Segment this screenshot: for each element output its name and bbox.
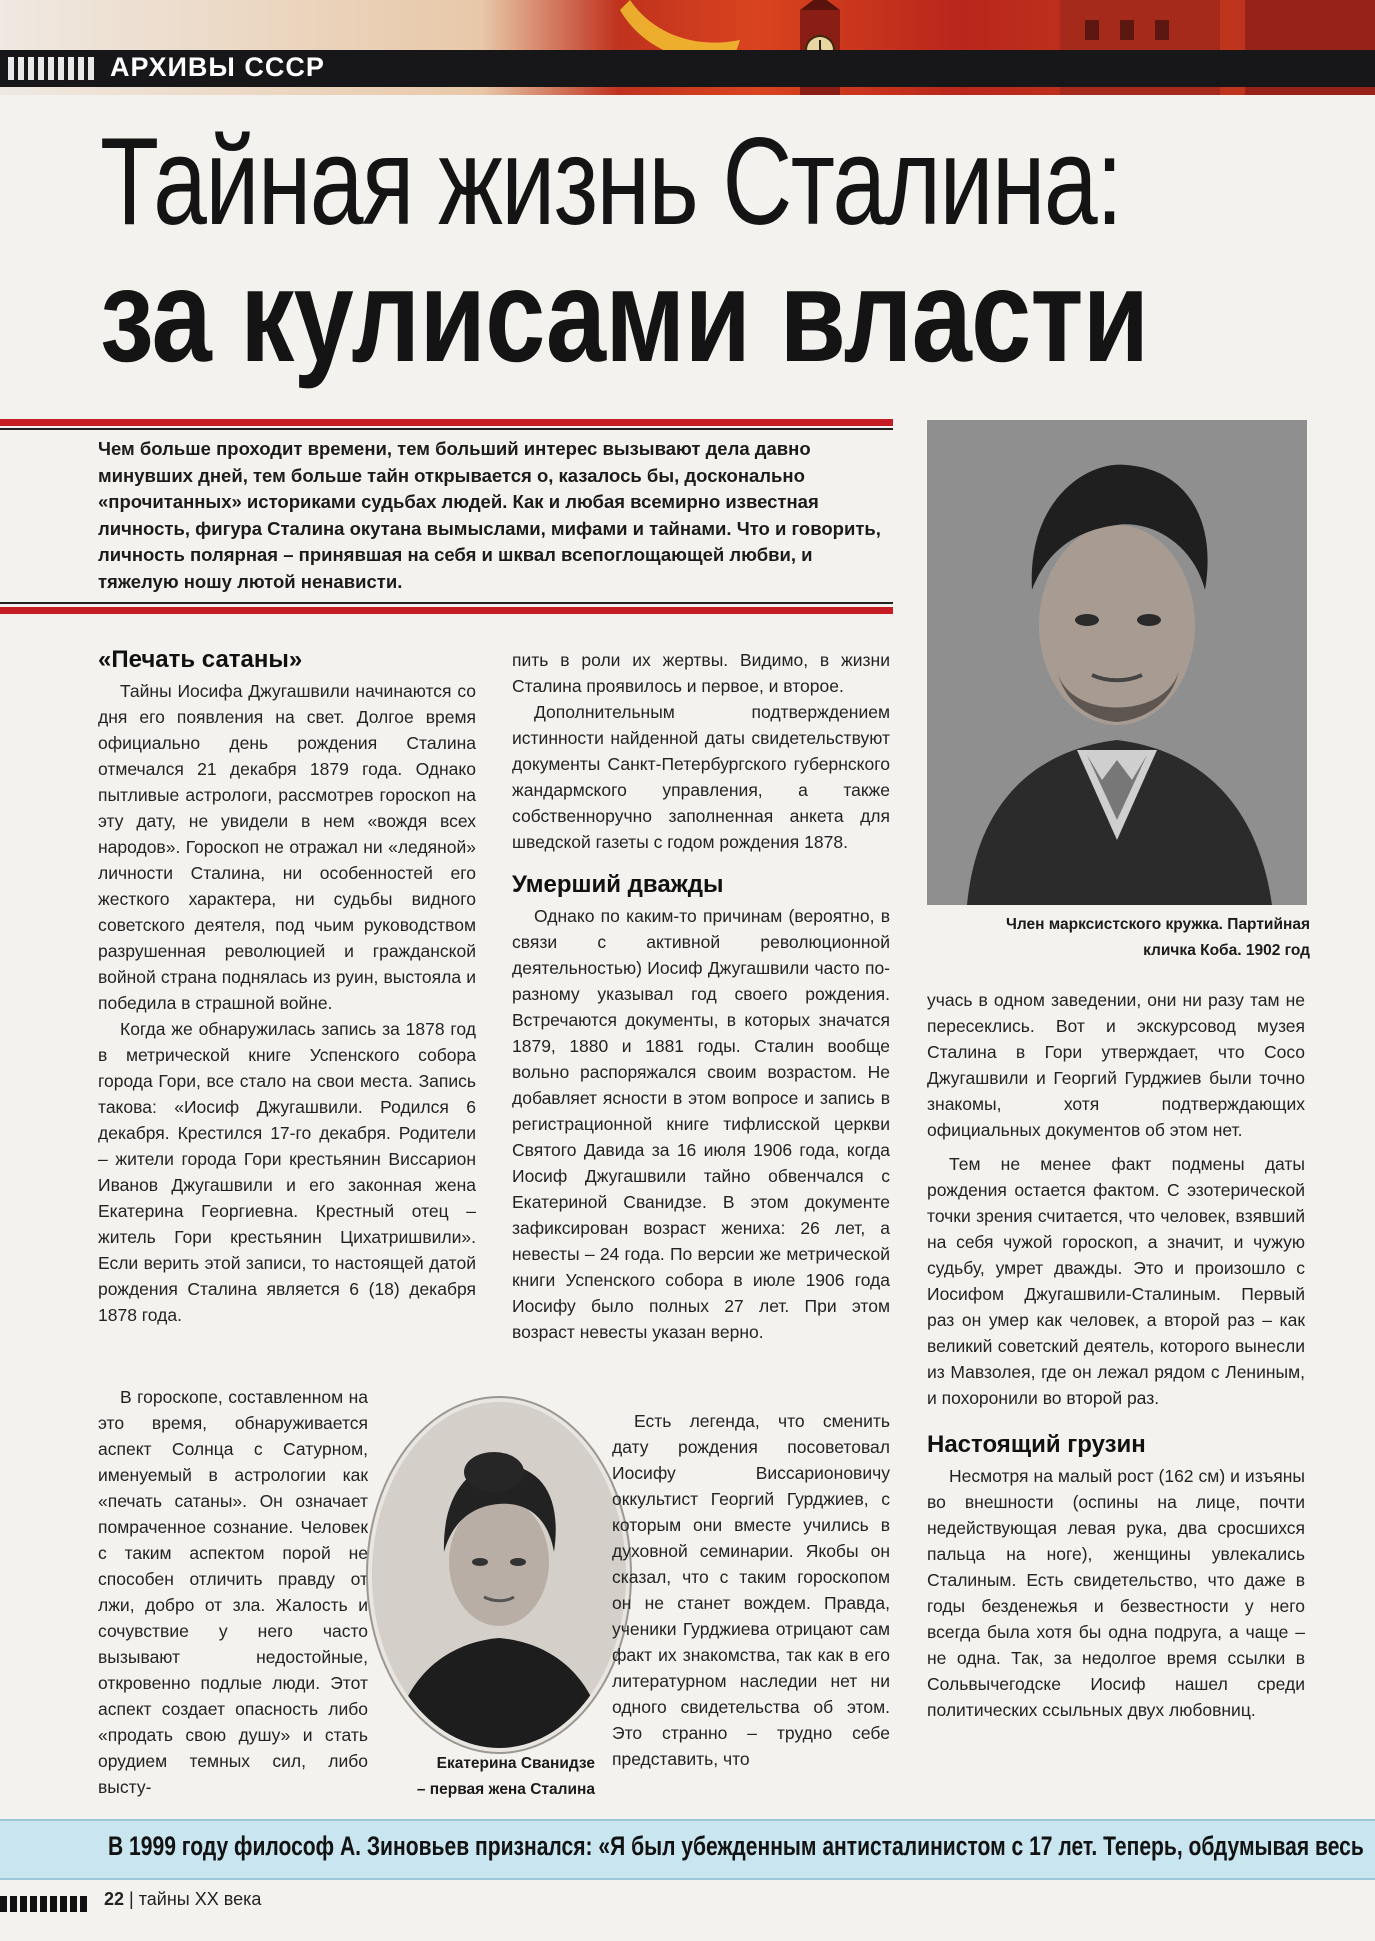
col2-paragraph-1: пить в роли их жертвы. Видимо, в жизни Сталина проявилось и первое, и второе. <box>512 650 890 696</box>
page-number: 22 <box>104 1889 125 1909</box>
portrait-silhouette <box>927 420 1307 905</box>
top-banner <box>0 0 1375 95</box>
column-3 <box>927 987 1305 1723</box>
lead-paragraph: Чем больше проходит времени, тем больший интерес вызывают дела давно минувших дней, тем больше тайн открывается о, казалось бы, досконально «прочитанных» историками судьбах людей. Как и любая всемирно известная личность, фигура Сталина окутана вымыслами, мифами и тайнами. Что и говорить, личность полярная – принявшая на себя и шквал всепоглощающей любви, и тяжелую ношу лютой ненависти. <box>98 438 881 592</box>
headline <box>100 112 1340 389</box>
page-footer <box>104 1889 261 1910</box>
oval-portrait <box>372 1402 626 1748</box>
column-2 <box>512 647 890 1345</box>
magazine-name: тайны ХХ века <box>138 1889 262 1909</box>
section-bar-stripes <box>8 57 94 80</box>
section-bar <box>0 50 1375 87</box>
col1-paragraph-3: В гороскопе, составленном на это время, обнаруживается аспект Солнца с Сатурном, именуемый в астрологии как «печать сатаны». Он означает помраченное сознание. Человек с таким аспектом порой не способен отличить правду от лжи, добро от зла. Жалость и сочувствие у него часто вызывают недостойные, откровенно подлые люди. Этот аспект создает опасность либо «продать свою душу» и стать орудием темных сил, либо высту- <box>98 1387 368 1797</box>
col1-paragraph-1: Тайны Иосифа Джугашвили начинаются со дня его появления на свет. Долгое время официально день рождения Сталина отмечался 21 декабря 1879 года. Однако пытливые астрологи, рассмотрев гороскоп на эту дату, не увидели в нем «вождя всех народов». Гороскоп не отражал ни «ледяной» личности Сталина, ни особенностей его жесткого характера, ни судьбы видного советского деятеля, под чьим руководством разрушенная революцией и гражданской войной страна поднялась из руин, выстояла и победила в страшной войне. <box>98 681 476 1013</box>
caption-koba-line-1: Член марксистского кружка. Партийная <box>1005 916 1310 933</box>
column-1-wrap <box>98 1384 368 1800</box>
col2-paragraph-3: Однако по каким-то причинам (вероятно, в связи с активной революционной деятельностью) Иосиф Джугашвили часто по-разному указывал год своего рождения. Встречаются документы, в которых значатся 1879, 1880 и 1881 годы. Сталин вообще вольно распоряжался своим возрастом. Не добавляет ясности в этом вопросе и запись в регистрационной книге тифлисской церкви Святого Давида за 16 июля 1906 года, когда Иосиф Джугашвили тайно обвенчался с Екатериной Сванидзе. В этом документе зафиксирован возраст жениха: 26 лет, а невесты – 24 года. По версии же метрической книги Успенского собора в июле 1906 года Иосифу было полных 27 лет. При этом возраст невесты указан верно. <box>512 906 890 1342</box>
column-1 <box>98 644 476 1328</box>
caption-koba-line-2: кличка Коба. 1902 год <box>1143 942 1310 959</box>
subhead-real-georgian: Настоящий грузин <box>927 1431 1146 1458</box>
column-2-wrap <box>612 1408 890 1772</box>
headline-line-1: Тайная жизнь Сталина: <box>100 113 1122 251</box>
subhead-seal-of-satan: «Печать сатаны» <box>98 646 303 673</box>
col3-paragraph-3: Несмотря на малый рост (162 см) и изъяны во внешности (оспины на лице, почти недействующая левая рука, два сросшихся пальца на ноге), женщины увлекались Сталиным. Есть свидетельство, что даже в годы безденежья и безвестности у него всегда была хотя бы одна подруга, а чаще – не одна. Так, за недолгое время ссылки в Сольвычегодске Иосиф нашел среди политических ссыльных двух любовниц. <box>927 1466 1305 1720</box>
pull-quote-band <box>0 1819 1375 1880</box>
lead-bottom-rule-thin <box>0 602 893 604</box>
col3-paragraph-1: учась в одном заведении, они ни разу там не пересеклись. Вот и экскурсовод музея Сталина в Гори утверждает, что Сосо Джугашвили и Георгий Гурджиев были точно знакомы, хотя подтверждающих официальных документов об этом нет. <box>927 990 1305 1140</box>
footer-separator: | <box>129 1889 134 1909</box>
col2-paragraph-2: Дополнительным подтверждением истинности найденной даты свидетельствуют документы Санкт-Петербургского губернского жандармского управления, а также собственноручно заполненная анкета для шведской газеты с годом рождения 1878. <box>512 702 890 852</box>
col1-paragraph-2: Когда же обнаружилась запись за 1878 год в метрической книге Успенского собора города Гори, все стало на свои места. Запись такова: «Иосиф Джугашвили. Родился 6 декабря. Крестился 17-го декабря. Родители – жители города Гори крестьянин Виссарион Иванов Джугашвили и его законная жена Екатерина Георгиевна. Крестный отец – житель Гори крестьянин Цихатришвили». Если верить этой записи, то настоящей датой рождения Сталина является 6 (18) декабря 1878 года. <box>98 1019 476 1325</box>
caption-svanidze <box>385 1751 595 1803</box>
lead-top-rule-thin <box>0 428 893 430</box>
section-label: АРХИВЫ СССР <box>110 52 325 82</box>
photo-ekaterina-svanidze <box>368 1398 630 1752</box>
lead-bottom-rule <box>0 607 893 614</box>
caption-koba <box>960 912 1310 964</box>
col3-paragraph-2: Тем не менее факт подмены даты рождения остается фактом. С эзотерической точки зрения считается, что человек, взявший на себя чужой гороскоп, а значит, и чужую судьбу, умрет дважды. Это и произошло с Иосифом Джугашвили-Сталиным. Первый раз он умер как человек, а второй раз – как великий советский деятель, которого вынесли из Мавзолея, где он лежал рядом с Лениным, и похоронили во второй раз. <box>927 1154 1305 1408</box>
headline-line-2: за кулисами власти <box>100 242 1149 389</box>
footer-stripes <box>0 1896 90 1912</box>
lead-top-rule <box>0 419 893 426</box>
col2-paragraph-4: Есть легенда, что сменить дату рождения посоветовал Иосифу Виссарионовичу оккультист Георгий Гурджиев, с которым они вместе учились в духовной семинарии. Якобы он сказал, что с таким гороскопом он не станет вождем. Правда, ученики Гурджиева отрицают сам факт их знакомства, так как в его литературном наследии нет ни одного свидетельства об этом. Это странно – трудно себе представить, что <box>612 1411 890 1769</box>
subhead-died-twice: Умерший дважды <box>512 871 724 898</box>
photo-young-stalin <box>927 420 1307 905</box>
caption-svanidze-line-2: – первая жена Сталина <box>416 1781 595 1798</box>
caption-svanidze-line-1: Екатерина Сванидзе <box>436 1755 595 1772</box>
pull-quote-text: В 1999 году философ А. Зиновьев признался: «Я был убежденным антисталинистом с 17 лет. Теперь, обдумывая весь <box>108 1831 1364 1861</box>
